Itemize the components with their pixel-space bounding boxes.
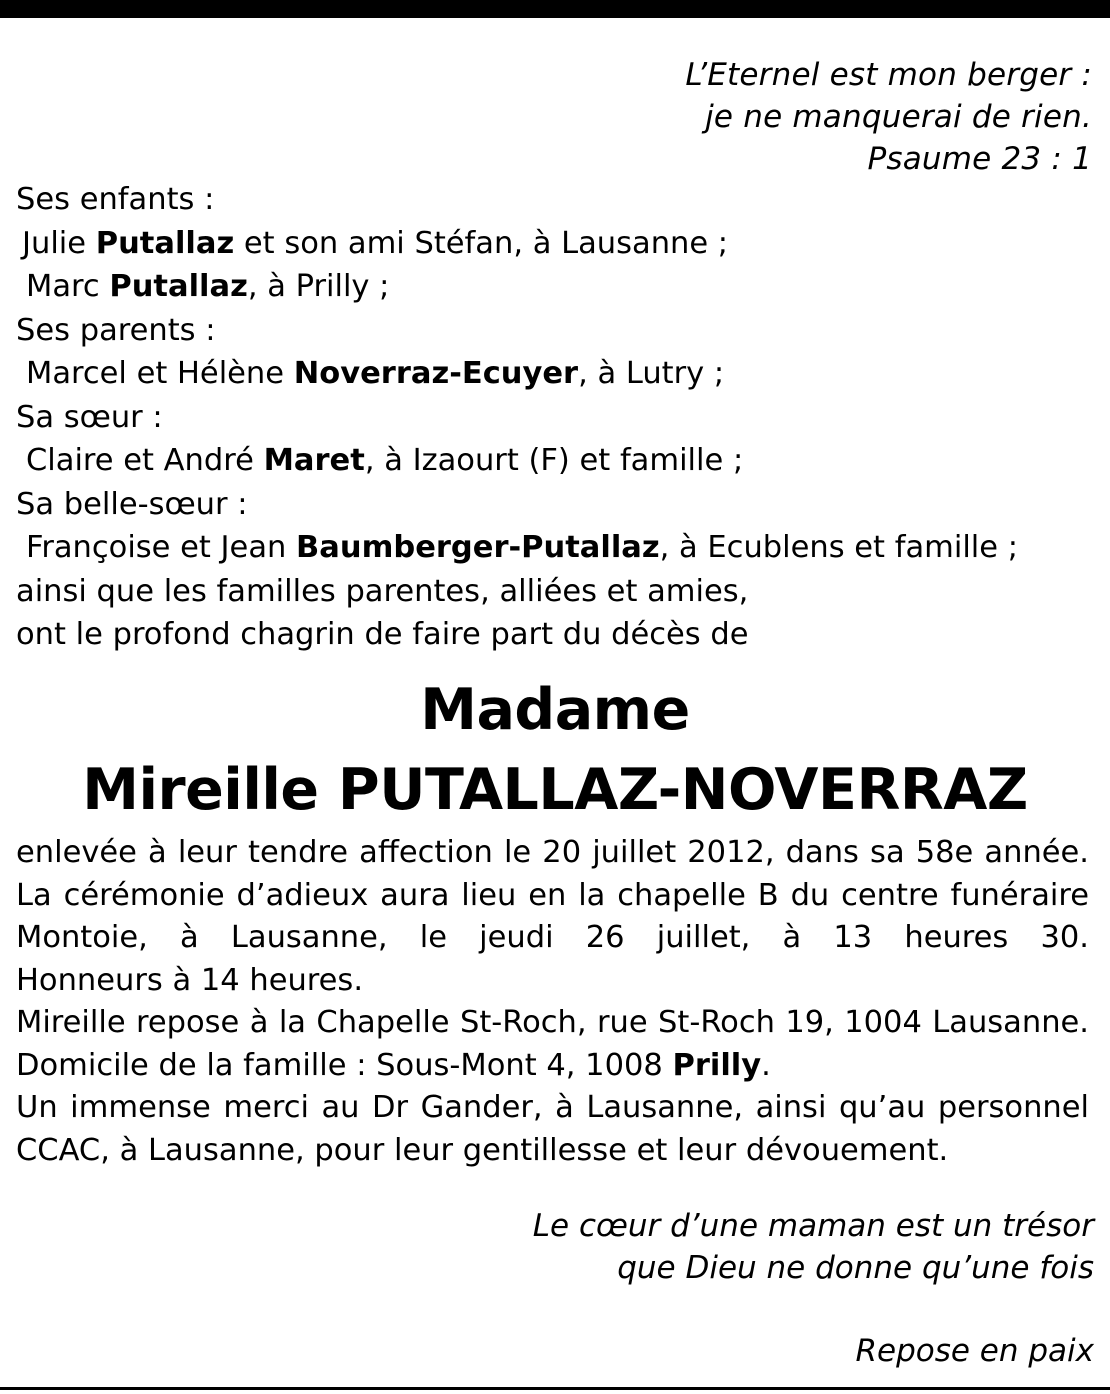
- extended-family-line: ainsi que les familles parentes, alliées et amies,: [16, 573, 749, 609]
- member-first-name: Françoise et Jean: [26, 530, 297, 565]
- epigraph-reference: Psaume 23 : 1: [867, 141, 1092, 177]
- deceased-title: Madame: [420, 677, 690, 743]
- parents-heading: Ses parents :: [16, 312, 216, 348]
- member-location: et son ami Stéfan, à Lausanne ;: [234, 225, 729, 261]
- deceased-name: Mireille PUTALLAZ-NOVERRAZ: [82, 757, 1028, 823]
- details-line: La cérémonie d’adieux aura lieu en la chapelle B du centre funéraire: [16, 877, 1089, 913]
- top-border-rule: [0, 0, 1110, 18]
- announcement-line: ont le profond chagrin de faire part du décès de: [16, 617, 749, 652]
- member-location: , à Lutry ;: [578, 356, 725, 391]
- member-first-name: Claire et André: [26, 443, 264, 478]
- member-surname: Putallaz: [109, 269, 248, 304]
- family-member-line: [16, 526, 1096, 570]
- closing-quote-line: Le cœur d’une maman est un trésor: [532, 1208, 1094, 1244]
- ceremony-details: [16, 832, 1089, 1172]
- member-surname: Noverraz-Ecuyer: [293, 356, 579, 391]
- farewell-text: Repose en paix: [855, 1333, 1094, 1369]
- details-line: enlevée à leur tendre affection le 20 juillet 2012, dans sa 58e année.: [16, 835, 1089, 870]
- closing-quote-line: que Dieu ne donne qu’une fois: [617, 1250, 1094, 1286]
- member-location: , à Ecublens et famille ;: [659, 530, 1018, 565]
- family-member-line: [16, 222, 1096, 266]
- children-heading: Ses enfants :: [16, 182, 215, 217]
- sister-heading: Sa sœur :: [16, 399, 163, 435]
- member-first-name: Marcel et Hélène: [26, 356, 294, 391]
- details-line: CCAC, à Lausanne, pour leur gentillesse et leur dévouement.: [16, 1132, 949, 1168]
- epigraph-line: L’Eternel est mon berger :: [685, 57, 1092, 93]
- details-line: Honneurs à 14 heures.: [16, 962, 364, 998]
- details-line: Mireille repose à la Chapelle St-Roch, rue St-Roch 19, 1004 Lausanne.: [16, 1005, 1089, 1040]
- address-town: Prilly: [672, 1047, 762, 1083]
- member-surname: Baumberger-Putallaz: [296, 530, 660, 565]
- address-text: Domicile de la famille : Sous-Mont 4, 1008: [16, 1047, 673, 1083]
- family-member-line: [16, 265, 1096, 309]
- member-first-name: Julie: [22, 225, 96, 261]
- family-address-line: [16, 1045, 1089, 1088]
- member-first-name: Marc: [26, 269, 110, 304]
- family-list: [16, 178, 1096, 657]
- epigraph-line: je ne manquerai de rien.: [705, 99, 1092, 135]
- member-surname: Maret: [263, 443, 365, 478]
- closing-quote: [533, 1205, 1094, 1289]
- family-member-line: [16, 439, 1096, 483]
- bottom-border-rule: [0, 1387, 1110, 1390]
- member-location: , à Prilly ;: [247, 269, 390, 304]
- member-surname: Putallaz: [95, 225, 235, 261]
- member-location: , à Izaourt (F) et famille ;: [364, 443, 744, 478]
- address-period: .: [761, 1047, 771, 1083]
- sister-in-law-heading: Sa belle-sœur :: [16, 486, 248, 522]
- family-member-line: [16, 352, 1096, 396]
- details-line: Un immense merci au Dr Gander, à Lausanne, ainsi qu’au personnel: [16, 1090, 1089, 1125]
- details-line: Montoie, à Lausanne, le jeudi 26 juillet, à 13 heures 30.: [16, 920, 1089, 955]
- epigraph-psalm: [685, 54, 1092, 180]
